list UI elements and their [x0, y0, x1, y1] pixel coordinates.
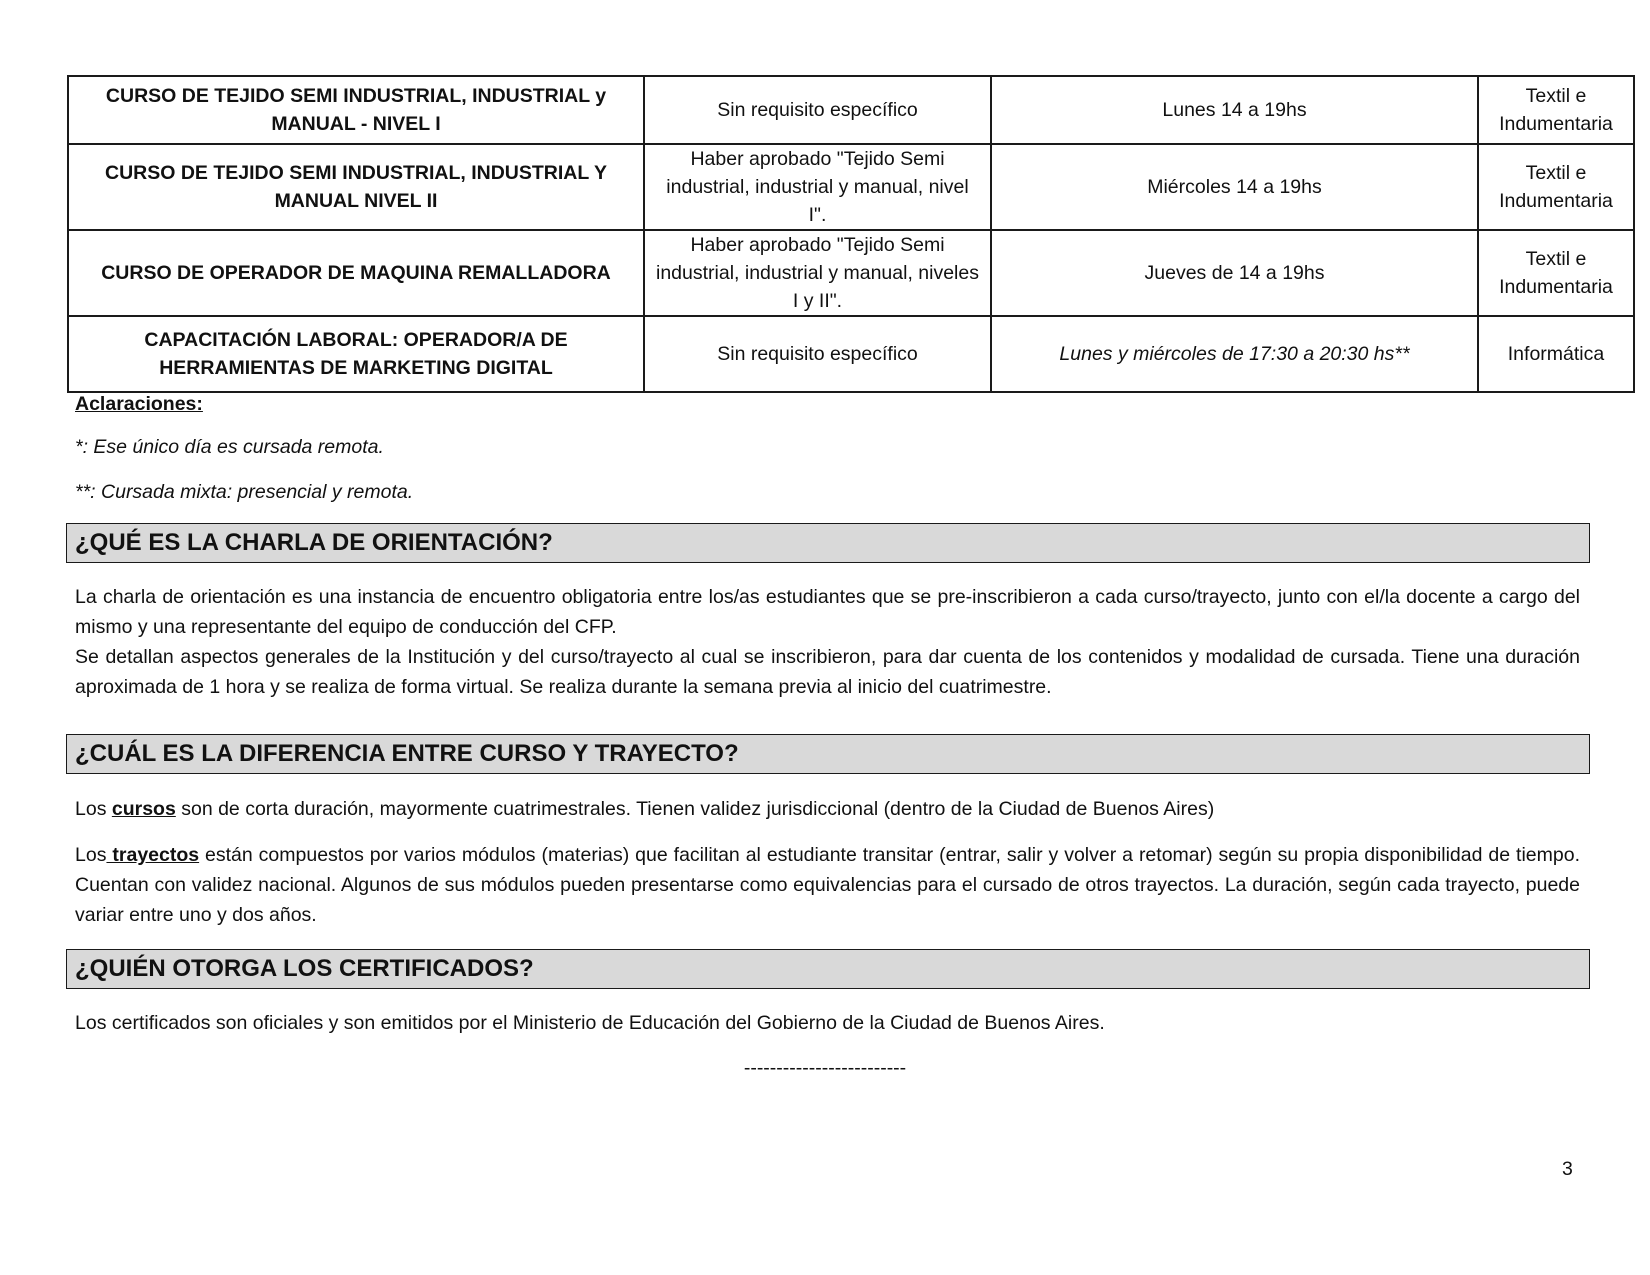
area-cell: Textil e Indumentaria	[1478, 144, 1634, 230]
table-row	[68, 230, 1634, 316]
note-remote: *: Ese único día es cursada remota.	[75, 436, 384, 458]
section-header-charla: ¿QUÉ ES LA CHARLA DE ORIENTACIÓN?	[66, 523, 1590, 563]
schedule-cell: Lunes 14 a 19hs	[991, 76, 1478, 144]
section-header-certificados: ¿QUIÉN OTORGA LOS CERTIFICADOS?	[66, 949, 1590, 989]
requirement-cell: Haber aprobado "Tejido Semi industrial, industrial y manual, nivel I".	[644, 144, 991, 230]
notes-title: Aclaraciones:	[75, 393, 203, 415]
text-fragment: Los	[75, 798, 112, 820]
course-name-cell: CURSO DE TEJIDO SEMI INDUSTRIAL, INDUSTRIAL y MANUAL - NIVEL I	[68, 76, 644, 144]
area-cell: Textil e Indumentaria	[1478, 230, 1634, 316]
schedule-cell: Jueves de 14 a 19hs	[991, 230, 1478, 316]
diferencia-paragraph-2	[75, 840, 1580, 930]
requirement-cell: Sin requisito específico	[644, 76, 991, 144]
text-fragment: Los	[75, 844, 107, 866]
table-row	[68, 144, 1634, 230]
separator-line: -------------------------	[743, 1057, 907, 1079]
area-cell: Textil e Indumentaria	[1478, 76, 1634, 144]
table-row	[68, 76, 1634, 144]
table-row	[68, 316, 1634, 392]
section-header-diferencia	[66, 734, 1590, 774]
charla-text-2: Se detallan aspectos generales de la Institución y del curso/trayecto al cual se inscribieron, para dar cuenta de los contenidos y modalidad de cursada. Tiene una duración aproximada de 1 hora y se realiza de forma virtual. Se realiza durante la semana previa al inicio del cuatrimestre.	[75, 646, 1580, 698]
certificados-text: Los certificados son oficiales y son emitidos por el Ministerio de Educación del Gobierno de la Ciudad de Buenos Aires.	[75, 1012, 1105, 1034]
certificados-paragraph	[75, 1008, 1580, 1038]
requirement-cell: Haber aprobado "Tejido Semi industrial, industrial y manual, niveles I y II".	[644, 230, 991, 316]
diferencia-paragraph-1	[75, 794, 1580, 824]
page-number: 3	[1562, 1158, 1573, 1180]
charla-text-1: La charla de orientación es una instancia de encuentro obligatoria entre los/as estudiantes que se pre-inscribieron a cada curso/trayecto, junto con el/la docente a cargo del mismo y una representante del equipo de conducción del CFP.	[75, 586, 1580, 638]
area-cell: Informática	[1478, 316, 1634, 392]
text-fragment: son de corta duración, mayormente cuatrimestrales. Tienen validez jurisdiccional (dentro de la Ciudad de Buenos Aires)	[175, 798, 1215, 820]
course-name-cell: CURSO DE TEJIDO SEMI INDUSTRIAL, INDUSTRIAL Y MANUAL NIVEL II	[68, 144, 644, 230]
course-name-cell: CAPACITACIÓN LABORAL: OPERADOR/A DE HERRAMIENTAS DE MARKETING DIGITAL	[68, 316, 644, 392]
courses-table	[67, 75, 1635, 393]
term-cursos: cursos	[111, 798, 176, 820]
course-name-cell: CURSO DE OPERADOR DE MAQUINA REMALLADORA	[68, 230, 644, 316]
term-trayectos: trayectos	[106, 844, 200, 866]
text-fragment: están compuestos por varios módulos (materias) que facilitan al estudiante transitar (entrar, salir y volver a retomar) según su propia disponibilidad de tiempo. Cuentan con validez nacional. Algunos de sus módulos pueden presentarse como equivalencias para el cursado de otros trayectos. La duración, según cada trayecto, puede variar entre uno y dos años.	[75, 844, 1580, 926]
schedule-cell: Lunes y miércoles de 17:30 a 20:30 hs**	[991, 316, 1478, 392]
schedule-cell: Miércoles 14 a 19hs	[991, 144, 1478, 230]
charla-paragraph	[75, 582, 1580, 702]
section-title: ¿CUÁL ES LA DIFERENCIA ENTRE CURSO Y TRAYECTO?	[75, 740, 739, 767]
requirement-cell: Sin requisito específico	[644, 316, 991, 392]
note-mixed: **: Cursada mixta: presencial y remota.	[75, 481, 414, 503]
